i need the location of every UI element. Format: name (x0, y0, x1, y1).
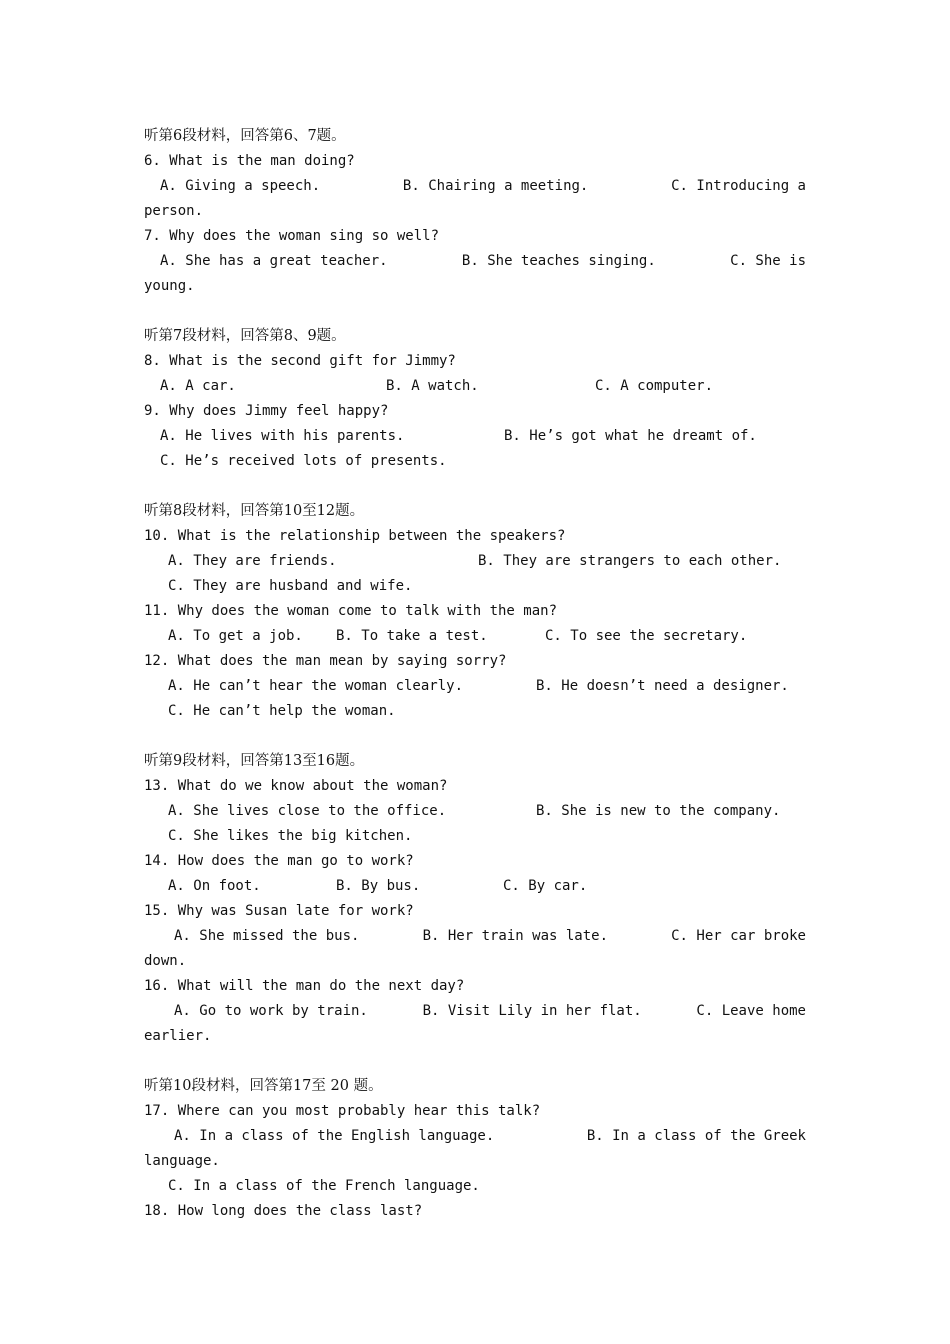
option-c-continued: earlier. (144, 1028, 212, 1044)
question-6-options (144, 174, 806, 199)
option-b: B. In a class of the Greek (586, 1128, 806, 1144)
option-c: C. He’s received lots of presents. (160, 453, 447, 469)
question-16-options (144, 999, 806, 1024)
option-c-continued: down. (144, 953, 187, 969)
option-c: C. She is (730, 253, 806, 269)
question-8-options (144, 374, 806, 399)
option-b: B. They are strangers to each other. (478, 553, 782, 569)
section-heading: 听第8段材料，回答第10至12题。 (144, 503, 365, 519)
question-13: 13. What do we know about the woman? (144, 778, 448, 794)
option-b: B. A watch. (386, 378, 479, 394)
option-c: C. Leave home (696, 1003, 806, 1019)
section-heading: 听第9段材料，回答第13至16题。 (144, 753, 365, 769)
option-a: A. He lives with his parents. (160, 428, 405, 444)
question-17: 17. Where can you most probably hear this talk? (144, 1103, 541, 1119)
option-a: A. Go to work by train. (174, 1003, 368, 1019)
option-c-continued: person. (144, 203, 204, 219)
option-b: B. She is new to the company. (536, 803, 781, 819)
question-17-options (144, 1124, 806, 1149)
question-9: 9. Why does Jimmy feel happy? (144, 403, 389, 419)
question-8: 8. What is the second gift for Jimmy? (144, 353, 456, 369)
option-b-continued: language. (144, 1153, 220, 1169)
question-12: 12. What does the man mean by saying sorry? (144, 653, 507, 669)
option-c: C. Introducing a (671, 178, 806, 194)
option-b: B. He doesn’t need a designer. (536, 678, 789, 694)
section-heading: 听第6段材料，回答第6、7题。 (144, 128, 346, 144)
option-a: A. She has a great teacher. (160, 253, 388, 269)
option-a: A. Giving a speech. (160, 178, 321, 194)
option-c: C. He can’t help the woman. (168, 703, 396, 719)
option-a: A. They are friends. (168, 553, 337, 569)
option-c: C. Her car broke (671, 928, 806, 944)
option-a: A. She missed the bus. (174, 928, 360, 944)
option-a: A. He can’t hear the woman clearly. (168, 678, 464, 694)
option-c-continued: young. (144, 278, 195, 294)
option-a: A. She lives close to the office. (168, 803, 447, 819)
option-c: C. They are husband and wife. (168, 578, 413, 594)
section-heading: 听第7段材料，回答第8、9题。 (144, 328, 346, 344)
question-15: 15. Why was Susan late for work? (144, 903, 414, 919)
option-c: C. In a class of the French language. (168, 1178, 480, 1194)
question-13-options (144, 799, 806, 824)
question-11: 11. Why does the woman come to talk with the man? (144, 603, 558, 619)
question-16: 16. What will the man do the next day? (144, 978, 465, 994)
option-c: C. By car. (503, 878, 588, 894)
option-c: C. To see the secretary. (545, 628, 748, 644)
option-b: B. By bus. (336, 878, 421, 894)
option-c: C. A computer. (595, 378, 714, 394)
option-a: A. In a class of the English language. (174, 1128, 495, 1144)
section-heading: 听第10段材料，回答第17至 20 题。 (144, 1078, 383, 1094)
question-11-options (144, 624, 806, 649)
question-18: 18. How long does the class last? (144, 1203, 423, 1219)
option-a: A. On foot. (168, 878, 261, 894)
question-15-options (144, 924, 806, 949)
question-10-options (144, 549, 806, 574)
question-12-options (144, 674, 806, 699)
question-10: 10. What is the relationship between the speakers? (144, 528, 566, 544)
option-b: B. Chairing a meeting. (402, 178, 589, 194)
question-7-options (144, 249, 806, 274)
option-b: B. To take a test. (336, 628, 488, 644)
question-14-options (144, 874, 806, 899)
question-7: 7. Why does the woman sing so well? (144, 228, 440, 244)
question-14: 14. How does the man go to work? (144, 853, 414, 869)
option-a: A. To get a job. (168, 628, 303, 644)
question-9-options (144, 424, 806, 449)
option-c: C. She likes the big kitchen. (168, 828, 413, 844)
listening-questions (144, 124, 806, 1224)
option-a: A. A car. (160, 378, 236, 394)
option-b: B. She teaches singing. (461, 253, 656, 269)
option-b: B. Visit Lily in her flat. (422, 1003, 642, 1019)
question-6: 6. What is the man doing? (144, 153, 355, 169)
option-b: B. Her train was late. (422, 928, 608, 944)
option-b: B. He’s got what he dreamt of. (504, 428, 757, 444)
